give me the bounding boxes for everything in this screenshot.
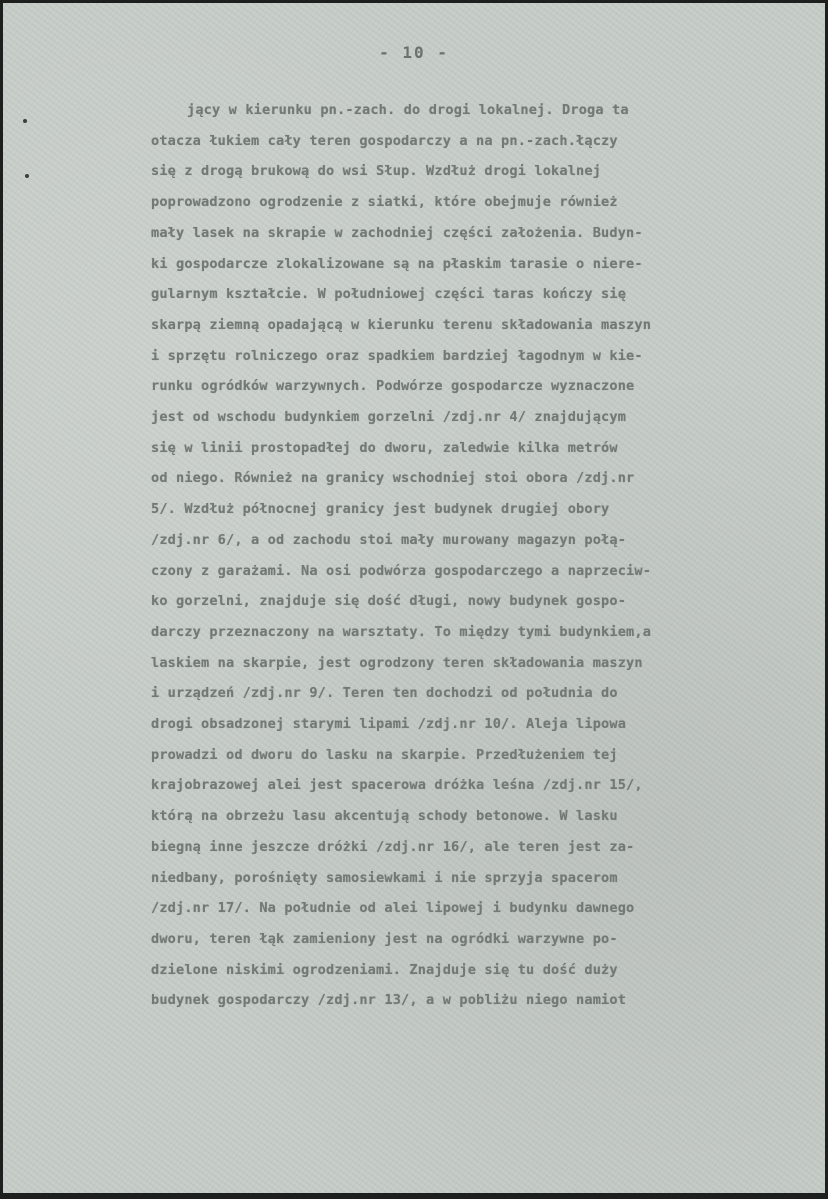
text-line: jący w kierunku pn.-zach. do drogi lokalnej. Droga ta <box>187 102 629 118</box>
page-number: - 10 - <box>379 43 449 62</box>
text-line: jest od wschodu budynkiem gorzelni /zdj.nr 4/ znajdującym <box>151 409 627 426</box>
document-page <box>3 3 825 1193</box>
text-line: niedbany, porośnięty samosiewkami i nie sprzyja spacerom <box>151 869 618 886</box>
text-line: /zdj.nr 6/, a od zachodu stoi mały murowany magazyn połą- <box>151 531 627 548</box>
text-line: czony z garażami. Na osi podwórza gospodarczego a naprzeciw- <box>151 562 652 579</box>
text-line: 5/. Wzdłuż północnej granicy jest budynek drugiej obory <box>151 501 610 518</box>
text-line: biegną inne jeszcze dróżki /zdj.nr 16/, ale teren jest za- <box>151 838 635 855</box>
text-line: się w linii prostopadłej do dworu, zaledwie kilka metrów <box>151 439 618 456</box>
text-line: otacza łukiem cały teren gospodarczy a na pn.-zach.łączy <box>151 132 618 149</box>
text-line: drogi obsadzonej starymi lipami /zdj.nr 10/. Aleja lipowa <box>151 716 627 733</box>
text-line: darczy przeznaczony na warsztaty. To między tymi budynkiem,a <box>151 623 652 640</box>
text-line: dzielone niskimi ogrodzeniami. Znajduje się tu dość duży <box>151 961 618 978</box>
text-line: ki gospodarcze zlokalizowane są na płaskim tarasie o niere- <box>151 255 643 272</box>
text-line: prowadzi od dworu do lasku na skarpie. Przedłużeniem tej <box>151 746 618 763</box>
text-line: ko gorzelni, znajduje się dość długi, nowy budynek gospo- <box>151 593 627 610</box>
text-line: gularnym kształcie. W południowej części taras kończy się <box>151 286 627 303</box>
typewritten-body <box>151 95 791 1016</box>
text-line: runku ogródków warzywnych. Podwórze gospodarcze wyznaczone <box>151 378 635 395</box>
text-line: poprowadzono ogrodzenie z siatki, które obejmuje również <box>151 194 618 211</box>
margin-dot-bottom <box>25 174 29 178</box>
text-line: /zdj.nr 17/. Na południe od alei lipowej i budynku dawnego <box>151 900 635 917</box>
margin-dot-top <box>23 119 27 123</box>
text-line: którą na obrzeżu lasu akcentują schody betonowe. W lasku <box>151 808 618 825</box>
text-line: skarpą ziemną opadającą w kierunku terenu składowania maszyn <box>151 316 652 333</box>
text-line: się z drogą brukową do wsi Słup. Wzdłuż drogi lokalnej <box>151 163 602 180</box>
text-line: mały lasek na skrapie w zachodniej części założenia. Budyn- <box>151 224 643 241</box>
text-line: laskiem na skarpie, jest ogrodzony teren składowania maszyn <box>151 654 643 671</box>
text-line: krajobrazowej alei jest spacerowa dróżka leśna /zdj.nr 15/, <box>151 777 643 794</box>
text-line: i urządzeń /zdj.nr 9/. Teren ten dochodzi od południa do <box>151 685 618 702</box>
text-line: od niego. Również na granicy wschodniej stoi obora /zdj.nr <box>151 470 635 487</box>
text-line: i sprzętu rolniczego oraz spadkiem bardziej łagodnym w kie- <box>151 347 643 364</box>
text-line: dworu, teren łąk zamieniony jest na ogródki warzywne po- <box>151 930 618 947</box>
text-line: budynek gospodarczy /zdj.nr 13/, a w pobliżu niego namiot <box>151 992 627 1009</box>
